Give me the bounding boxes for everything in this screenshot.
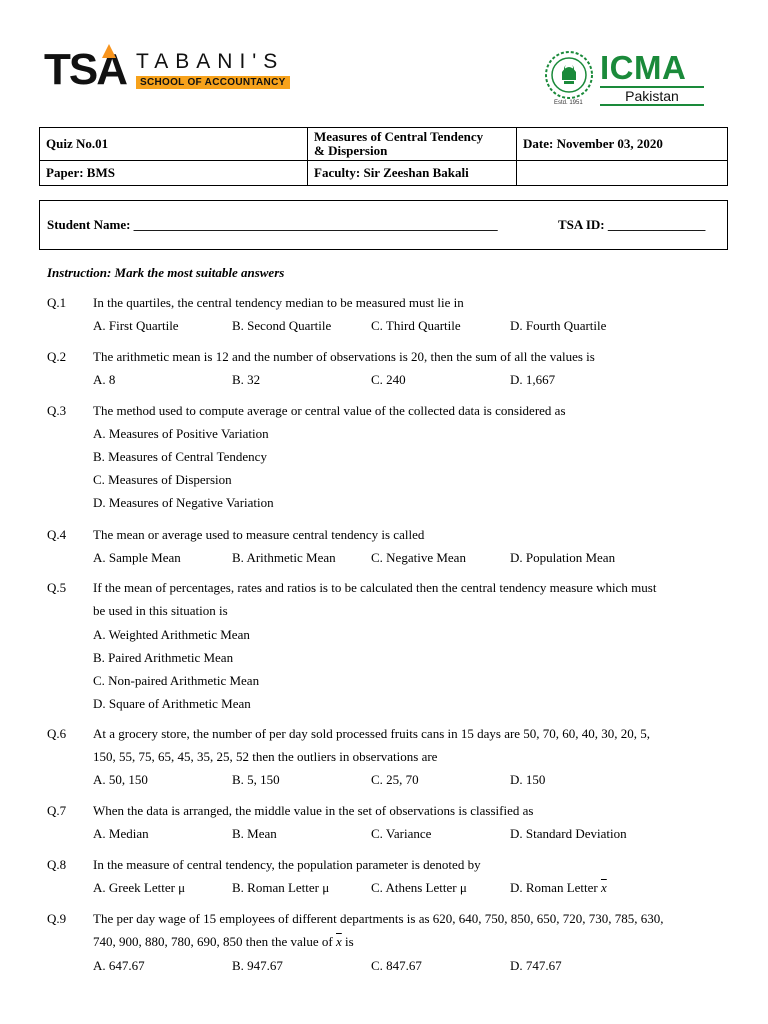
icma-name: ICMA	[600, 49, 687, 86]
quiz-topic	[308, 128, 517, 161]
tsa-logo-accent-icon	[102, 44, 116, 58]
option-a[interactable]: A. Sample Mean	[93, 550, 181, 565]
x-bar-symbol: $\overline{x}$	[600, 880, 607, 895]
quiz-info-table	[39, 127, 728, 186]
option-b[interactable]: B. 5, 150	[232, 772, 280, 787]
option-c[interactable]: C. Non-paired Arithmetic Mean	[93, 673, 260, 688]
option-d[interactable]: D. 1,667	[510, 372, 556, 387]
question-number: Q.7	[47, 803, 67, 818]
option-a[interactable]: A. 8	[93, 372, 116, 387]
question-number: Q.5	[47, 580, 67, 595]
option-b[interactable]: B. Arithmetic Mean	[232, 550, 336, 565]
option-b[interactable]: B. Mean	[232, 826, 277, 841]
question-number: Q.3	[47, 403, 67, 418]
option-d[interactable]: D. Fourth Quartile	[510, 318, 607, 333]
question-text: When the data is arranged, the middle value in the set of observations is classified as	[93, 803, 534, 818]
empty-cell	[517, 161, 728, 186]
option-c[interactable]: C. 847.67	[371, 958, 422, 973]
option-c[interactable]: C. Third Quartile	[371, 318, 461, 333]
paper-name: Paper: BMS	[40, 161, 308, 186]
option-a[interactable]: A. Median	[93, 826, 149, 841]
quiz-number: Quiz No.01	[40, 128, 308, 161]
option-c[interactable]: C. 25, 70	[371, 772, 419, 787]
option-d[interactable]	[510, 880, 607, 896]
option-a[interactable]: A. 50, 150	[93, 772, 148, 787]
option-b[interactable]: B. Measures of Central Tendency	[93, 449, 267, 464]
student-name-field[interactable]: Student Name: ________________________________________________________	[47, 217, 498, 232]
question-text: The mean or average used to measure central tendency is called	[93, 527, 425, 542]
icma-logo	[544, 50, 714, 110]
question-text-line2: 150, 55, 75, 65, 45, 35, 25, 52 then the outliers in observations are	[93, 749, 438, 764]
tsa-id-field[interactable]: TSA ID: _______________	[558, 217, 706, 232]
question-text-line2	[93, 934, 354, 950]
icma-country: Pakistan	[600, 86, 704, 106]
option-c[interactable]: C. Negative Mean	[371, 550, 466, 565]
option-b[interactable]: B. Paired Arithmetic Mean	[93, 650, 234, 665]
option-d[interactable]: D. Standard Deviation	[510, 826, 627, 841]
question-text-line1: The per day wage of 15 employees of different departments is as 620, 640, 750, 850, 650, 720, 730, 785, 630,	[93, 911, 664, 926]
quiz-date: Date: November 03, 2020	[517, 128, 728, 161]
option-a[interactable]: A. Weighted Arithmetic Mean	[93, 627, 250, 642]
option-c[interactable]: C. Athens Letter μ	[371, 880, 467, 895]
question-text: In the measure of central tendency, the population parameter is denoted by	[93, 857, 481, 872]
tsa-logo-mark: TSA	[44, 45, 126, 94]
question-text-line2-start: 740, 900, 880, 780, 690, 850 then the value of	[93, 934, 333, 949]
faculty-name: Faculty: Sir Zeeshan Bakali	[308, 161, 517, 186]
question-number: Q.6	[47, 726, 67, 741]
question-number: Q.8	[47, 857, 67, 872]
option-b[interactable]: B. Second Quartile	[232, 318, 332, 333]
quiz-topic-line2: & Dispersion	[314, 143, 388, 158]
option-d-text: D. Roman Letter	[510, 880, 598, 895]
question-number: Q.4	[47, 527, 67, 542]
question-number: Q.1	[47, 295, 67, 310]
option-a[interactable]: A. Measures of Positive Variation	[93, 426, 269, 441]
instruction-text: Instruction: Mark the most suitable answers	[47, 265, 285, 280]
quiz-topic-line1: Measures of Central Tendency	[314, 129, 484, 144]
option-c[interactable]: C. 240	[371, 372, 406, 387]
question-text-line1: At a grocery store, the number of per day sold processed fruits cans in 15 days are 50, 70, 60, 40, 30, 20, 5,	[93, 726, 651, 741]
icma-seal-icon	[544, 50, 594, 100]
question-number: Q.9	[47, 911, 67, 926]
question-text: The arithmetic mean is 12 and the number of observations is 20, then the sum of all the values is	[93, 349, 595, 364]
option-d[interactable]: D. 150	[510, 772, 546, 787]
question-text-line2: be used in this situation is	[93, 603, 228, 618]
option-b[interactable]: B. Roman Letter μ	[232, 880, 330, 895]
option-d[interactable]: D. Measures of Negative Variation	[93, 495, 274, 510]
student-details-box	[39, 200, 728, 250]
icma-est-label: Estd. 1951	[554, 100, 583, 106]
tsa-logo	[44, 46, 304, 98]
question-text: The method used to compute average or central value of the collected data is considered as	[93, 403, 566, 418]
option-c[interactable]: C. Variance	[371, 826, 432, 841]
option-d[interactable]: D. 747.67	[510, 958, 562, 973]
option-a[interactable]: A. 647.67	[93, 958, 145, 973]
option-b[interactable]: B. 32	[232, 372, 261, 387]
question-number: Q.2	[47, 349, 67, 364]
tsa-logo-subtitle: SCHOOL OF ACCOUNTANCY	[136, 76, 290, 89]
x-bar-symbol: $\overline{x}$	[336, 934, 342, 949]
option-d[interactable]: D. Square of Arithmetic Mean	[93, 696, 251, 711]
question-text-line1: If the mean of percentages, rates and ratios is to be calculated then the central tendency measure which must	[93, 580, 657, 595]
tsa-logo-name: TABANI'S	[136, 50, 285, 73]
option-b[interactable]: B. 947.67	[232, 958, 283, 973]
option-a[interactable]: A. Greek Letter μ	[93, 880, 186, 895]
question-text: In the quartiles, the central tendency median to be measured must lie in	[93, 295, 464, 310]
option-d[interactable]: D. Population Mean	[510, 550, 616, 565]
option-c[interactable]: C. Measures of Dispersion	[93, 472, 232, 487]
question-text-line2-end: is	[345, 934, 354, 949]
option-a[interactable]: A. First Quartile	[93, 318, 179, 333]
